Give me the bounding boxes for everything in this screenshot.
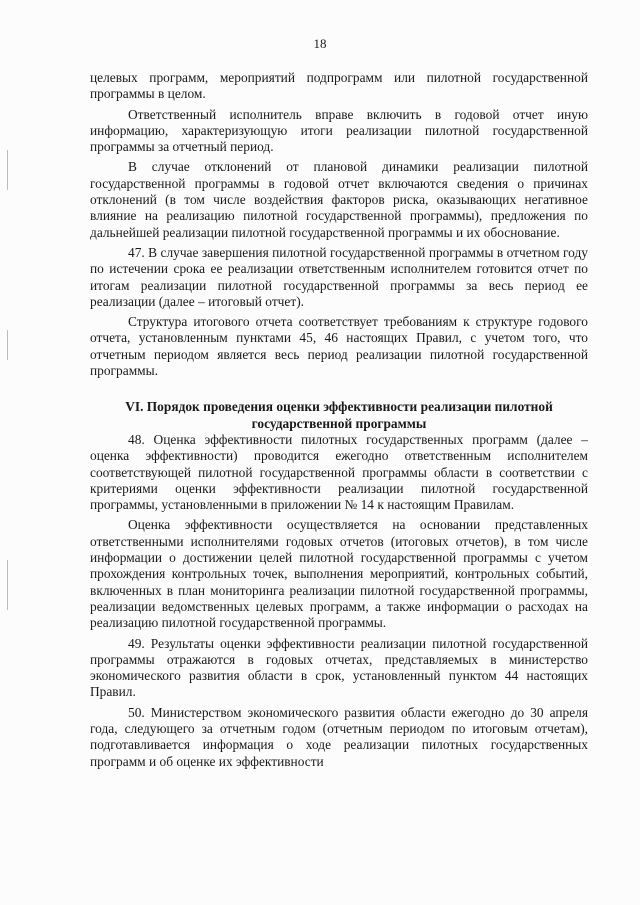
section-heading: VI. Порядок проведения оценки эффективности реализации пилотной государственной программы (125, 399, 553, 431)
paragraph: Оценка эффективности осуществляется на основании представленных ответственными исполнителями годовых отчетов (итоговых отчетов), в том числе информации о достижении целей пилотной государственной программы с учетом прохождения контрольных точек, выполнения мероприятий, контрольных событий, включенных в план мониторинга реализации пилотной государственной программы, реализации ведомственных целевых программ, а также информации о расходах на реализацию пилотной государственной программы. (90, 517, 588, 631)
paragraphs-bottom (90, 432, 588, 770)
paragraph: 47. В случае завершения пилотной государственной программы в отчетном году по истечении срока ее реализации ответственным исполнителем готовится отчет по итогам реализации пилотной государственной программы за весь период ее реализации (далее – итоговый отчет). (90, 244, 588, 309)
paragraph: Ответственный исполнитель вправе включить в годовой отчет иную информацию, характеризующую итоги реализации пилотной государственной программы за отчетный период. (90, 106, 588, 155)
paragraphs-top (90, 70, 588, 379)
paragraph: 49. Результаты оценки эффективности реализации пилотной государственной программы отражаются в годовых отчетах, представляемых в министерство экономического развития области в срок, установленный пунктом 44 настоящих Правил. (90, 635, 588, 700)
paragraph: целевых программ, мероприятий подпрограмм или пилотной государственной программы в целом. (90, 70, 588, 102)
scan-edge-mark (7, 560, 8, 610)
paragraph: В случае отклонений от плановой динамики реализации пилотной государственной программы в годовой отчет включаются сведения о причинах отклонений (в том числе воздействия факторов риска, оказывающих негативное влияние на реализацию пилотной государственной программы), предложения по дальнейшей реализации пилотной государственной программы и их обоснование. (90, 159, 588, 240)
paragraph: 50. Министерством экономического развития области ежегодно до 30 апреля года, следующего за отчетным годом (отчетным периодом по итоговым отчетам), подготавливается информация о ходе реализации пилотных государственных программ и об оценке их эффективности (90, 704, 588, 769)
page-number: 18 (313, 36, 327, 51)
paragraph: Структура итогового отчета соответствует требованиям к структуре годового отчета, установленным пунктами 45, 46 настоящих Правил, с учетом того, что отчетным периодом является весь период реализации пилотной государственной программы. (90, 314, 588, 379)
scan-edge-mark (7, 150, 8, 190)
document-body (90, 70, 588, 774)
paragraph: 48. Оценка эффективности пилотных государственных программ (далее – оценка эффективности) проводится ежегодно ответственным исполнителем соответствующей пилотной государственной программы области в соответствии с критериями оценки эффективности реализации пилотной государственной программы, установленными в приложении № 14 к настоящим Правилам. (90, 431, 588, 513)
scan-edge-mark (7, 330, 8, 360)
